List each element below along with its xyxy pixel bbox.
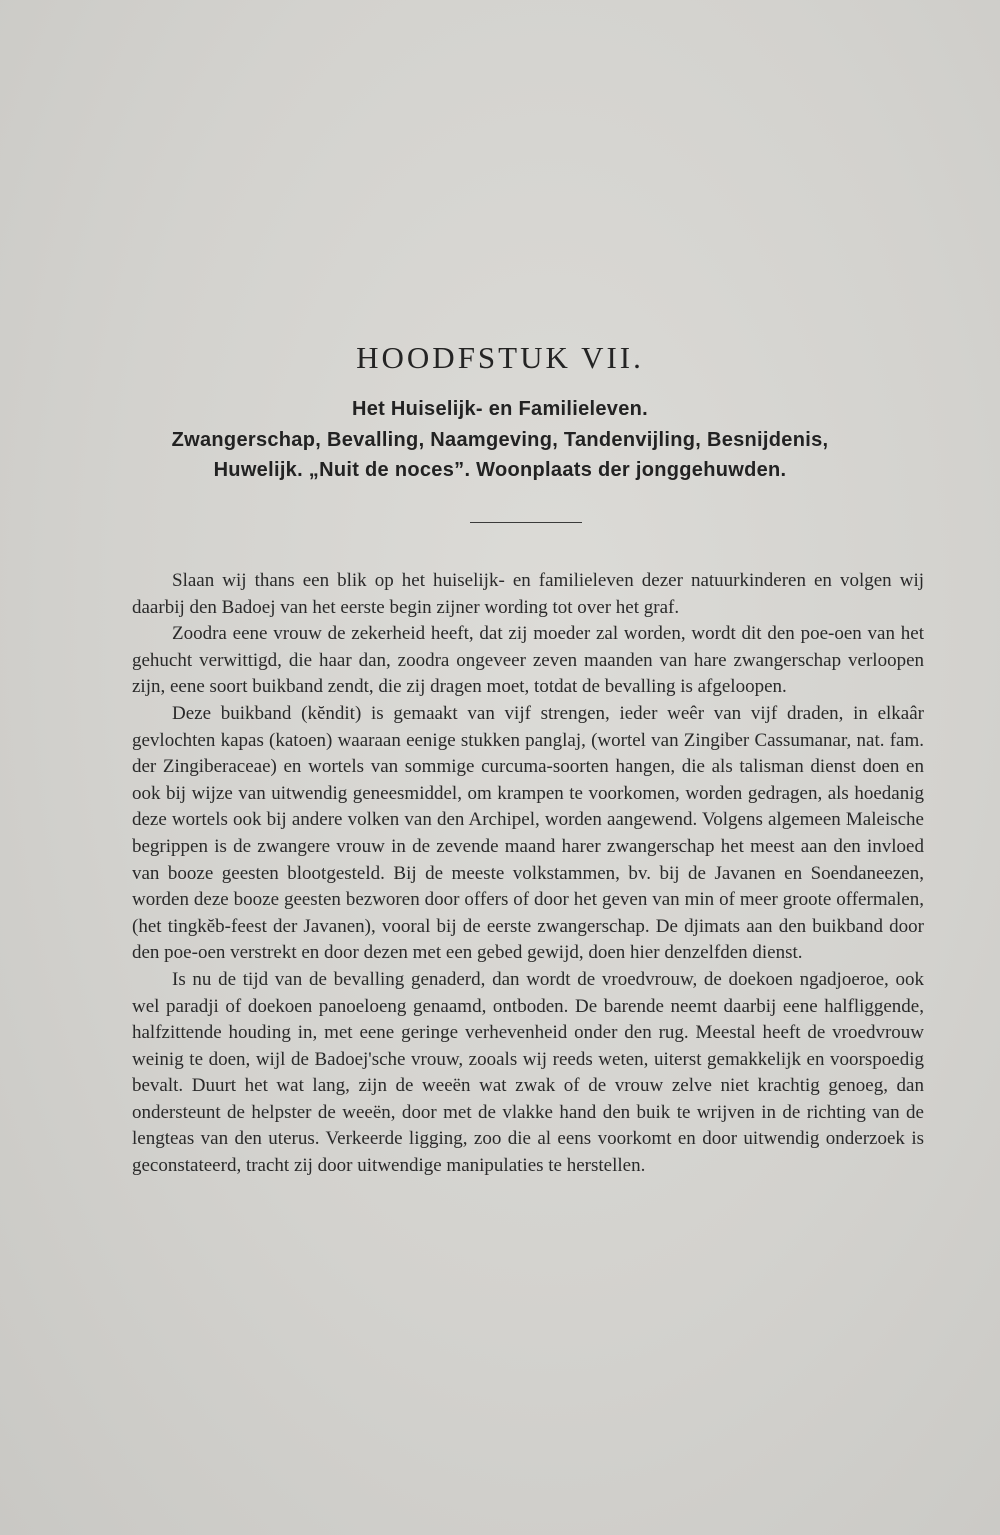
section-divider [470,522,582,523]
paragraph-buikband: Deze buikband (kĕndit) is gemaakt van vijf strengen, ieder weêr van vijf draden, in elkaâr gevlochten kapas (katoen) waaraan eenige stukken panglaj, (wortel van Zingiber Cassumanar, nat. fam. der Zingiberaceae) en wortels van sommige curcuma-soorten hangen, die als talisman dienst doen en ook bij wijze van uitwendig geneesmiddel, om krampen te voorkomen, worden gedragen, als hoedanig deze wortels ook bij andere volken van den Archipel, worden aangewend. Volgens algemeen Maleische begrippen is de zwangere vrouw in de zevende maand harer zwangerschap het meest aan den invloed van booze geesten blootgesteld. Bij de meeste volkstammen, bv. bij de Javanen en Soendaneezen, worden deze booze geesten bezworen door offers of door het geven van min of meer groote offermalen, (het tingkĕb-feest der Javanen), vooral bij de eerste zwangerschap. De djimats aan den buikband door den poe-oen verstrekt en door dezen met een gebed gewijd, doen hier denzelfden dienst. [132,702,924,964]
paragraph-intro: Slaan wij thans een blik op het huiselijk- en familieleven dezer natuurkinderen en volgen wij daarbij den Badoej van het eerste begin zijner wording tot over het graf. [132,570,924,618]
paragraph-bevalling: Is nu de tijd van de bevalling genaderd, dan wordt de vroedvrouw, de doekoen ngadjoeroe, ook wel paradji of doekoen panoeloeng genaamd, ontboden. De barende neemt daarbij eene halfliggende, halfzittende houding in, met eene geringe verhevenheid onder den rug. Meestal heeft de vroedvrouw weinig te doen, wijl de Badoej'sche vrouw, zooals wij reeds weten, uiterst gemakkelijk en voorspoedig bevalt. Duurt het wat lang, zijn de weeën wat zwak of de vrouw zelve niet krachtig genoeg, dan ondersteunt de helpster de weeën, door met de vlakke hand den buik te wrijven in de richting van de lengteas van den uterus. Verkeerde ligging, zoo die al eens voorkomt en door uitwendig onderzoek is geconstateerd, tracht zij door uitwendige manipulaties te herstellen. [132,968,924,1177]
chapter-title: HOODFSTUK VII. [356,340,644,375]
body-text [132,568,924,1180]
paragraph-pregnancy: Zoodra eene vrouw de zekerheid heeft, dat zij moeder zal worden, wordt dit den poe-oen van het gehucht verwittigd, die haar dan, zoodra ongeveer zeven maanden van hare zwangerschap verloopen zijn, eene soort buikband zendt, die zij dragen moet, totdat de bevalling is afgeloopen. [132,623,924,698]
subtitle-line-3: Huwelijk. „Nuit de noces”. Woonplaats der jonggehuwden. [213,459,787,481]
subtitle-line-1: Het Huiselijk- en Familieleven. [351,398,649,420]
subtitle-line-2: Zwangerschap, Bevalling, Naamgeving, Tandenvijling, Besnijdenis, [171,429,829,451]
